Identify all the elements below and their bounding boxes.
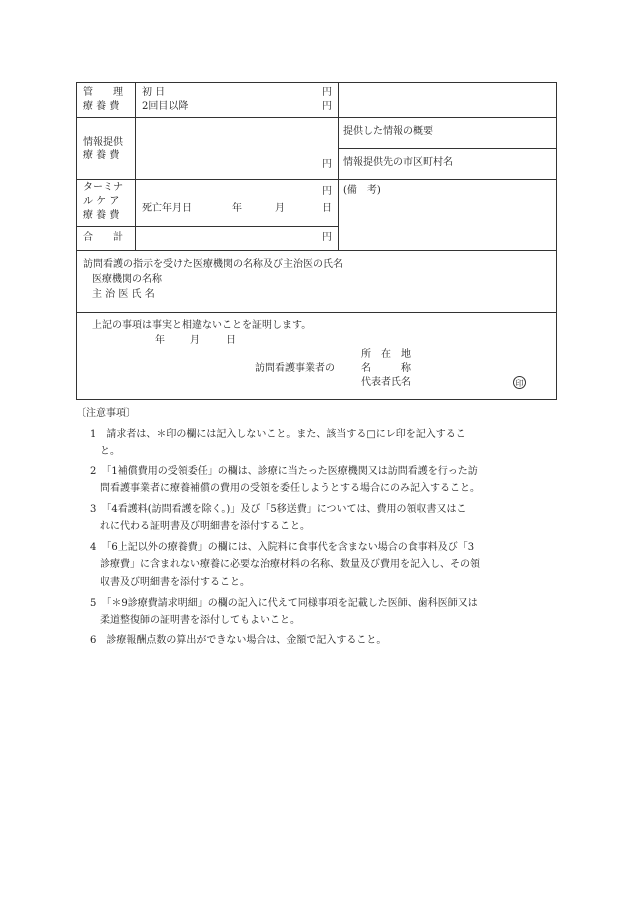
cert-year: 年 — [155, 335, 165, 346]
total-yen: 円 — [322, 232, 332, 243]
row-divider — [76, 117, 557, 118]
joho-destination-label: 情報提供先の市区町村名 — [343, 157, 453, 168]
kanri-label-2: 療 養 費 — [83, 101, 120, 112]
provider-label: 訪問看護事業者の — [255, 363, 335, 374]
kanri-yen-1: 円 — [322, 87, 332, 98]
terminal-day: 日 — [322, 203, 332, 214]
note-line: 問看護事業者に療養補償の費用の受領を委任しようとする場合にのみ記入すること。 — [100, 483, 480, 494]
remarks-label: (備 考) — [343, 185, 381, 196]
cert-month: 月 — [190, 335, 200, 346]
doctor-name-label: 主 治 医 氏 名 — [92, 289, 155, 300]
row-divider — [76, 312, 557, 313]
note-line: 2 「1補償費用の受領委任」の欄は、診療に当たった医療機関又は訪問看護を行った訪 — [90, 466, 478, 477]
institution-name-label: 医療機関の名称 — [92, 274, 162, 285]
terminal-year: 年 — [232, 203, 242, 214]
cert-day: 日 — [226, 335, 236, 346]
note-line: 6 診療報酬点数の算出ができない場合は、金額で記入すること。 — [90, 635, 387, 646]
note-line: れに代わる証明書及び明細書を添付すること。 — [100, 521, 310, 532]
terminal-death-date-label: 死亡年月日 — [142, 203, 192, 214]
note-line: 収書及び明細書を添付すること。 — [100, 577, 250, 588]
row-divider — [76, 226, 339, 227]
name-label: 名 称 — [361, 363, 411, 374]
address-label: 所 在 地 — [361, 349, 411, 360]
terminal-month: 月 — [275, 203, 285, 214]
representative-label: 代表者氏名 — [361, 377, 411, 388]
note-line: 3 「4看護料(訪問看護を除く。)」及び「5移送費」については、費用の領収書又はこ — [90, 504, 467, 515]
terminal-label-1: ターミナ — [83, 182, 123, 193]
instruction-title: 訪問看護の指示を受けた医療機関の名称及び主治医の氏名 — [83, 259, 343, 270]
note-line: と。 — [100, 446, 120, 457]
note-line: 柔道整復師の証明書を添付してもよいこと。 — [100, 615, 300, 626]
row-divider — [76, 250, 557, 251]
joho-label-2: 療 養 費 — [83, 150, 120, 161]
column-divider — [338, 82, 339, 250]
notes-heading: 〔注意事項〕 — [76, 408, 136, 419]
note-line: 診療費」に含まれない療養に必要な治療材料の名称、数量及び費用を記入し、その領 — [100, 559, 480, 570]
terminal-label-3: 療 養 費 — [83, 210, 120, 221]
note-line: 5 「＊9診療費請求明細」の欄の記入に代えて同様事項を記載した医師、歯科医師又は — [90, 598, 478, 609]
row-divider — [338, 148, 557, 149]
seal-mark: 印 — [513, 376, 526, 389]
kanri-first-day-label: 初 日 — [142, 87, 166, 98]
total-label: 合 計 — [83, 232, 123, 243]
terminal-yen: 円 — [322, 186, 332, 197]
column-divider — [135, 82, 136, 250]
note-line: 1 請求者は、＊印の欄には記入しないこと。また、該当する□にレ印を記入するこ — [90, 429, 466, 440]
kanri-second-day-label: 2回目以降 — [142, 101, 189, 112]
joho-label-1: 情報提供 — [83, 137, 123, 148]
kanri-label-1: 管 理 — [83, 87, 123, 98]
terminal-label-2: ル ケ ア — [83, 196, 120, 207]
note-line: 4 「6上記以外の療養費」の欄には、入院料に食事代を含まない場合の食事料及び「3 — [90, 542, 475, 553]
kanri-yen-2: 円 — [322, 101, 332, 112]
joho-yen: 円 — [322, 159, 332, 170]
row-divider — [76, 179, 557, 180]
joho-summary-label: 提供した情報の概要 — [343, 126, 433, 137]
certification-statement: 上記の事項は事実と相違ないことを証明します。 — [92, 320, 312, 331]
